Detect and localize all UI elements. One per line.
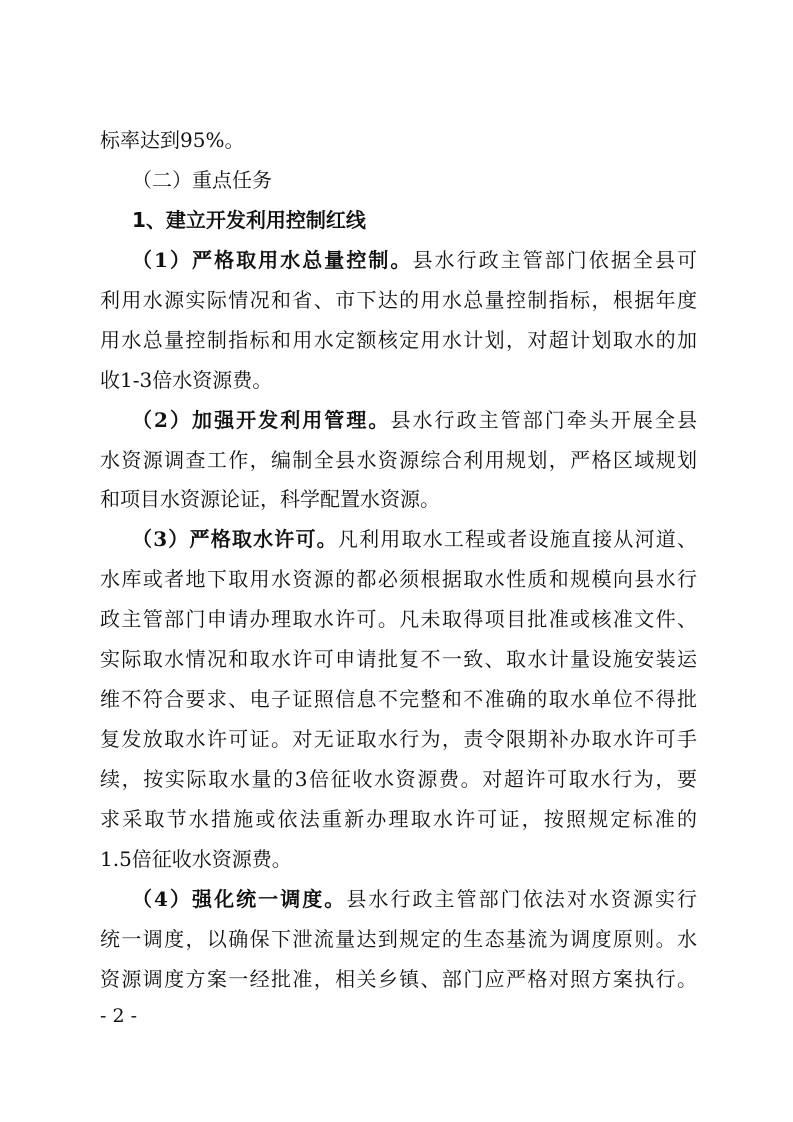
document-body xyxy=(100,121,697,1000)
text-line: 水库或者地下取用水资源的都必须根据取水性质和规模向县水行 xyxy=(100,567,697,592)
paragraph-lead: （3）严格取水许可。 xyxy=(132,527,338,552)
text-line: 利用水源实际情况和省、市下达的用水总量控制指标，根据年度 xyxy=(100,287,697,312)
text-line: 收1-3倍水资源费。 xyxy=(100,367,273,392)
section-heading: （二）重点任务 xyxy=(132,167,272,192)
text-line: 求采取节水措施或依法重新办理取水许可证，按照规定标准的 xyxy=(100,806,697,831)
paragraph-2: （2）加强开发利用管理。县水行政主管部门牵头开展全县 水资源调查工作，编制全县水资源综合利用规划，严格区域规划 和项目水资源论证，科学配置水资源。 xyxy=(100,401,697,521)
paragraph-1: （1）严格取用水总量控制。县水行政主管部门依据全县可 利用水源实际情况和省、市下达的用水总量控制指标，根据年度 用水总量控制指标和用水定额核定用水计划，对超计划取水的加 收1-3倍水资源费。 xyxy=(100,241,697,401)
text-line: 和项目水资源论证，科学配置水资源。 xyxy=(100,487,440,512)
text-line: 实际取水情况和取水许可申请批复不一致、取水计量设施安装运 xyxy=(100,647,697,672)
text-line: 资源调度方案一经批准，相关乡镇、部门应严格对照方案执行。 xyxy=(100,966,697,991)
paragraph-lead: （4）强化统一调度。 xyxy=(132,886,347,911)
text-line: 用水总量控制指标和用水定额核定用水计划，对超计划取水的加 xyxy=(100,327,697,352)
paragraph-lead: （1）严格取用水总量控制。 xyxy=(132,247,413,272)
text-line: 水资源调查工作，编制全县水资源综合利用规划，严格区域规划 xyxy=(100,447,697,472)
paragraph-3: （3）严格取水许可。凡利用取水工程或者设施直接从河道、 水库或者地下取用水资源的都必须根据取水性质和规模向县水行 政主管部门申请办理取水许可。凡未取得项目批准或核准文件、 实际取水情况和取水许可申请批复不一致、取水计量设施安装运 维不符合要求、电子证照信息不完整和不准确的取水单位不得批 复发放取水许可证。对无证取水行为，责令限期补办取水许可手 续，按实际取水量的3倍征收水资源费。对超许可取水行为，要 求采取节水措施或依法重新办理取水许可证，按照规定标准的 1.5倍征收水资源费。 xyxy=(100,520,697,879)
text-line: 续，按实际取水量的3倍征收水资源费。对超许可取水行为，要 xyxy=(100,767,697,791)
text-line: 统一调度，以确保下泄流量达到规定的生态基流为调度原则。水 xyxy=(100,926,697,951)
paragraph-lead: （2）加强开发利用管理。 xyxy=(132,407,391,432)
text-line: 政主管部门申请办理取水许可。凡未取得项目批准或核准文件、 xyxy=(100,607,697,632)
text-line: 复发放取水许可证。对无证取水行为，责令限期补办取水许可手 xyxy=(100,727,697,752)
text-line: 维不符合要求、电子证照信息不完整和不准确的取水单位不得批 xyxy=(100,687,697,712)
text-line: 1.5倍征收水资源费。 xyxy=(100,846,292,871)
subheading: 1、建立开发利用控制红线 xyxy=(132,207,366,232)
paragraph-4: （4）强化统一调度。县水行政主管部门依法对水资源实行 统一调度，以确保下泄流量达到规定的生态基流为调度原则。水 资源调度方案一经批准，相关乡镇、部门应严格对照方案执行。 xyxy=(100,880,697,1000)
page-number: - 2 - xyxy=(100,1005,138,1027)
continuation-line: 标率达到95%。 xyxy=(100,128,245,152)
